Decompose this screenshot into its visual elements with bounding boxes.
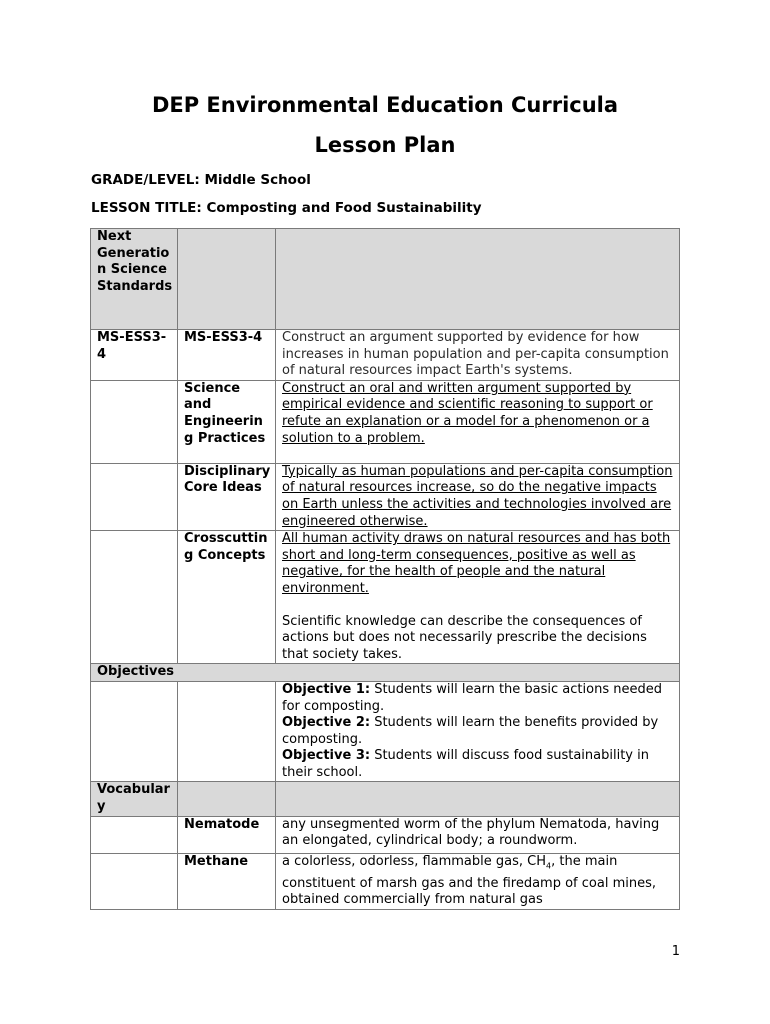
practices-description: Construct an oral and written argument supported by empirical evidence and scientific reasoning to support or refute an explanation or a model for a phenomenon or a solution to a problem. [276,380,680,463]
vocab-header-row [91,782,680,816]
objective-item [282,748,675,781]
empty-cell [91,816,178,854]
empty-cell [91,681,178,782]
empty-cell [178,681,276,782]
document-subtitle: Lesson Plan [314,133,456,157]
ccc-row [91,531,680,664]
empty-cell [276,782,680,816]
objective-item [282,682,675,715]
vocab-row [91,816,680,854]
objectives-row [91,681,680,782]
grade-level: GRADE/LEVEL: Middle School [91,172,311,188]
empty-cell [91,463,178,530]
objective-label: Objective 2: [282,715,371,731]
dci-row [91,463,680,530]
document-title: DEP Environmental Education Curricula [151,93,619,117]
objective-text: Students will discuss food sustainability in their school. [282,748,649,780]
vocab-definition: a colorless, odorless, flammable gas, $CH_4$, the main constituent of marsh gas and the firedamp of coal mines, obtained commercially from natural gas [276,854,680,909]
page-number: 1 [671,944,680,959]
objective-label: Objective 1: [282,681,371,697]
vocab-row [91,854,680,909]
standard-row [91,330,680,381]
objective-text: Students will learn the basic actions needed for composting. [282,681,662,714]
ccc-description-2: Scientific knowledge can describe the consequences of actions but does not necessarily prescribe the decisions that society takes. [282,613,647,662]
empty-cell [178,229,276,330]
vocab-definition: any unsegmented worm of the phylum Nematoda, having an elongated, cylindrical body; a roundworm. [276,816,680,854]
objective-label: Objective 3: [282,748,371,764]
objectives-list [276,681,680,782]
practices-label: Science and Engineering Practices [178,380,276,463]
empty-cell [91,531,178,664]
vocab-header: Vocabulary [91,782,178,816]
objectives-header: Objectives [91,664,680,682]
empty-cell [91,380,178,463]
ccc-label: Crosscutting Concepts [178,531,276,664]
empty-cell [276,229,680,330]
vocab-term: Nematode [178,816,276,854]
ngss-header-cell: Next Generation Science Standards [91,229,178,330]
vocab-term: Methane [178,854,276,909]
objectives-header-row [91,664,680,682]
practices-row [91,380,680,463]
standard-code-secondary: MS-ESS3-4 [178,330,276,381]
objective-item [282,715,675,748]
ccc-description-1: All human activity draws on natural resources and has both short and long-term consequences, positive as well as negative, for the health of people and the natural environment. [282,531,671,596]
ccc-description [276,531,680,664]
objective-text: Students will learn the benefits provided by composting. [282,715,659,747]
ngss-header-row [91,229,680,330]
lesson-plan-table [90,228,680,910]
standard-code: MS-ESS3-4 [91,330,178,381]
empty-cell [91,854,178,909]
empty-cell [178,782,276,816]
dci-description: Typically as human populations and per-capita consumption of natural resources increase, so do the negative impacts on Earth unless the activities and technologies involved are engineered otherwise. [276,463,680,530]
lesson-title: LESSON TITLE: Composting and Food Sustainability [91,200,482,216]
standard-description: Construct an argument supported by evidence for how increases in human population and per-capita consumption of natural resources impact Earth's systems. [276,330,680,381]
dci-label: Disciplinary Core Ideas [178,463,276,530]
